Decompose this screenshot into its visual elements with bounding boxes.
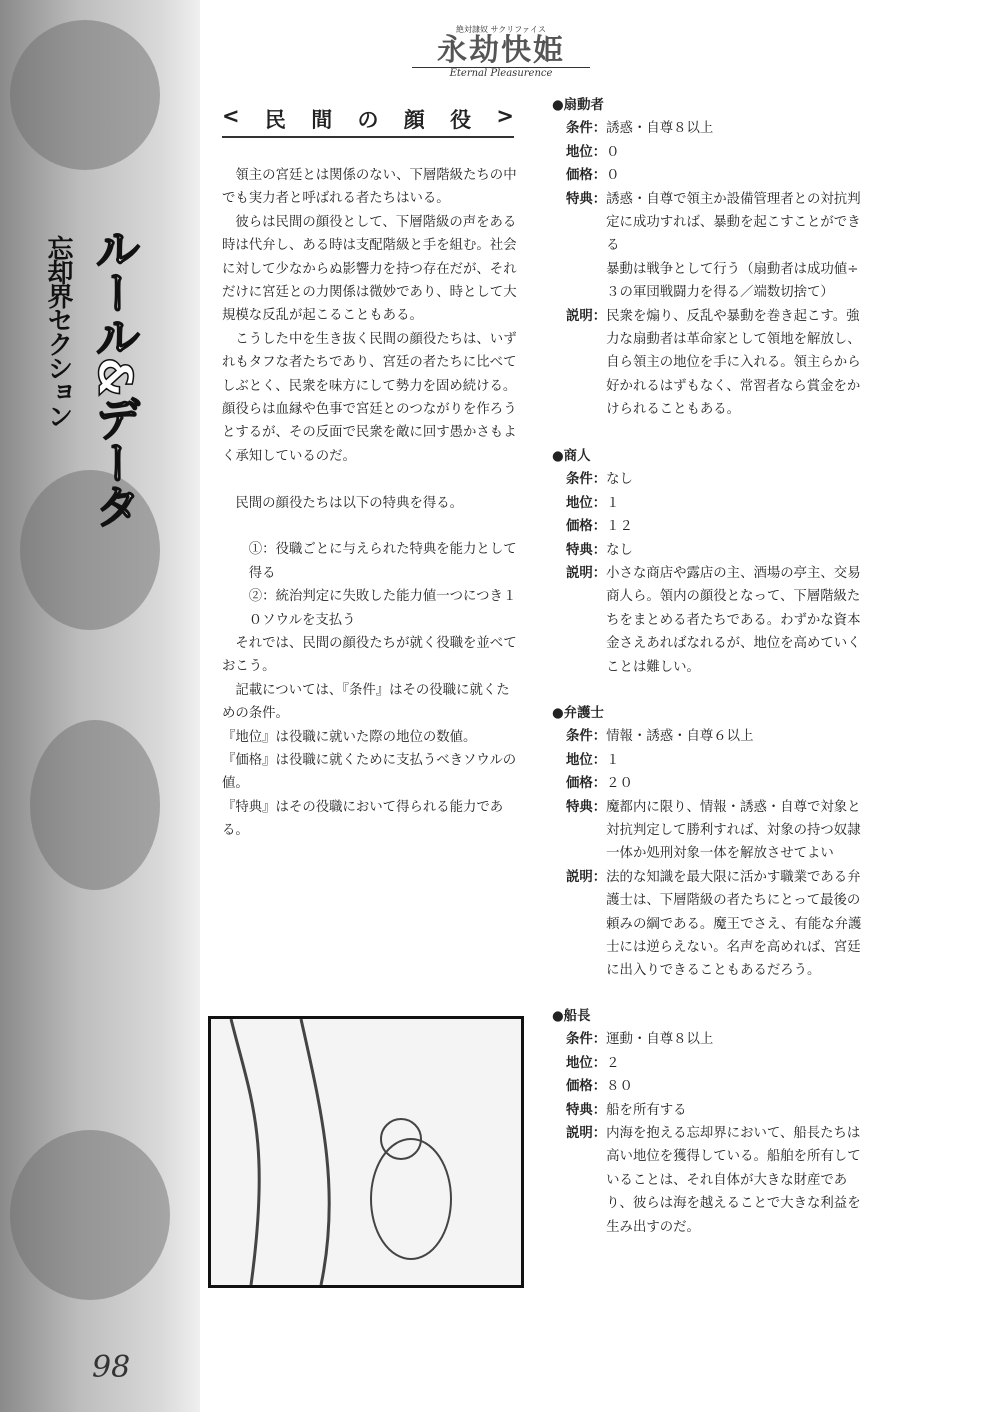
job-perk: 魔都内に限り、情報・誘惑・自尊で対象と対抗判定して勝利すれば、対象の持つ奴隷一体か処刑対象一体を解放させてよい [606, 799, 861, 862]
character-drawing [30, 720, 160, 890]
title-char: 民 [264, 108, 286, 132]
paragraph: 『地位』は役職に就いた際の地位の数値。 [222, 729, 477, 745]
job-perk: なし [606, 542, 633, 558]
benefit-item: ②：統治判定に失敗した能力値一つにつき１０ソウルを支払う [248, 589, 517, 628]
title-char: 顔 [403, 108, 425, 132]
job-status: ０ [606, 144, 620, 160]
title-char: 間 [311, 108, 333, 132]
paragraph: それでは、民間の顔役たちが就く役職を並べておこう。 [222, 636, 517, 675]
job-entry [552, 1005, 862, 1239]
character-drawing [10, 1130, 170, 1300]
label: 価格： [566, 519, 607, 535]
illustration-sketch [211, 1019, 521, 1285]
title-char: > [496, 104, 514, 128]
label: 特典： [566, 799, 607, 815]
job-name: ●扇動者 [552, 98, 604, 113]
title-char: の [357, 108, 379, 132]
label: 特典： [566, 1102, 607, 1118]
job-price: ２０ [606, 776, 633, 792]
job-perk: 暴動は戦争として行う（扇動者は成功値÷３の軍団戦闘力を得る／端数切捨て） [606, 261, 859, 301]
job-perk: 船を所有する [606, 1102, 687, 1118]
logo-english: Eternal Pleasurence [412, 67, 590, 79]
job-perk: 誘惑・自尊で領主か設備管理者との対抗判定に成功すれば、暴動を起こすことができる [606, 191, 861, 254]
page-number: 98 [92, 1350, 131, 1385]
job-name: ●弁護士 [552, 706, 604, 721]
job-condition: 運動・自尊８以上 [606, 1032, 714, 1048]
job-description: 内海を抱える忘却界において、船長たちは高い地位を獲得している。船舶を所有していることは、それ自体が大きな財産であり、彼らは海を越えることで大きな利益を生み出すのだ。 [606, 1126, 861, 1235]
label: 価格： [566, 168, 607, 184]
logo [412, 24, 590, 86]
job-status: １ [606, 752, 620, 768]
paragraph: 『特典』はその役職において得られる能力である。 [222, 799, 504, 839]
paragraph: 領主の宮廷とは関係のない、下層階級たちの中でも実力者と呼ばれる者たちはいる。 [222, 168, 517, 207]
job-price: ８０ [606, 1079, 633, 1095]
job-condition: 誘惑・自尊８以上 [606, 121, 714, 137]
job-status: １ [606, 495, 620, 511]
page-title [222, 104, 514, 138]
section-subtitle: 忘却界セクション [43, 235, 73, 427]
job-entry [552, 702, 862, 983]
section-title: ルール&データ [88, 225, 142, 528]
job-status: ２ [606, 1055, 620, 1071]
intro-text [222, 164, 518, 468]
comic-panel-illustration [208, 1016, 524, 1288]
sidebar-illustration [0, 0, 200, 1412]
label: 条件： [566, 1032, 607, 1048]
label: 説明： [566, 869, 607, 885]
title-char: 役 [450, 108, 472, 132]
title-char: < [222, 104, 240, 128]
job-name: ●船長 [552, 1009, 591, 1024]
paragraph: 『価格』は役職に就くために支払うべきソウルの値。 [222, 753, 517, 792]
logo-title: 永劫快姫 [437, 33, 565, 68]
paragraph: こうした中を生き抜く民間の顔役たちは、いずれもタフな者たちであり、宮廷の者たちに比べてしぶとく、民衆を味方にして勢力を固め続ける。顔役らは血縁や色事で宮廷とのつながりを作ろうとするが、その反面で民衆を敵に回す愚かさもよく承知しているのだ。 [222, 331, 517, 464]
label: 条件： [566, 729, 607, 745]
label: 地位： [566, 1055, 607, 1071]
logo-subtitle: 絶対隷奴 サクリファイス [456, 25, 546, 34]
job-entry [552, 94, 862, 422]
job-price: ０ [606, 168, 620, 184]
job-description: 法的な知識を最大限に活かす職業である弁護士は、下層階級の者たちにとって最後の頼みの綱である。魔王でさえ、有能な弁護士には逆らえない。名声を高めれば、宮廷に出入りできることもあるだろう。 [606, 869, 862, 979]
paragraph: 民間の顔役たちは以下の特典を得る。 [235, 496, 464, 511]
paragraph: 彼らは民間の顔役として、下層階級の声をある時は代弁し、ある時は支配階級と手を組む。社会に対して少なからぬ影響力を持つ存在だが、それだけに宮廷との力関係は微妙であり、時として大規模な反乱が起こることもある。 [222, 214, 517, 324]
job-condition: なし [606, 472, 633, 488]
label: 特典： [566, 542, 607, 558]
job-description: 小さな商店や露店の主、酒場の亭主、交易商人ら。領内の顔役となって、下層階級たちをまとめる者たちである。わずかな資本金さえあればなれるが、地位を高めていくことは難しい。 [606, 566, 861, 675]
label: 特典： [566, 191, 607, 207]
label: 説明： [566, 308, 607, 324]
closing-text [222, 632, 518, 843]
job-entry [552, 445, 862, 679]
job-name: ●商人 [552, 449, 591, 464]
job-description: 民衆を煽り、反乱や暴動を巻き起こす。強力な扇動者は革命家として領地を解放し、自ら領主の地位を手に入れる。領主らから好かれるはずもなく、常習者なら賞金をかけられることもある。 [606, 308, 861, 418]
paragraph: 記載については、『条件』はその役職に就くための条件。 [222, 682, 510, 722]
label: 地位： [566, 752, 607, 768]
job-price: １２ [606, 519, 633, 535]
label: 説明： [566, 566, 607, 582]
label: 説明： [566, 1126, 607, 1142]
label: 条件： [566, 121, 607, 137]
label: 価格： [566, 1079, 607, 1095]
sun-face-drawing [10, 20, 160, 170]
label: 価格： [566, 776, 607, 792]
benefits-text [222, 492, 518, 632]
label: 地位： [566, 144, 607, 160]
benefit-item: ①：役職ごとに与えられた特典を能力として得る [248, 542, 517, 581]
label: 地位： [566, 495, 607, 511]
job-condition: 情報・誘惑・自尊６以上 [606, 729, 754, 745]
label: 条件： [566, 472, 607, 488]
